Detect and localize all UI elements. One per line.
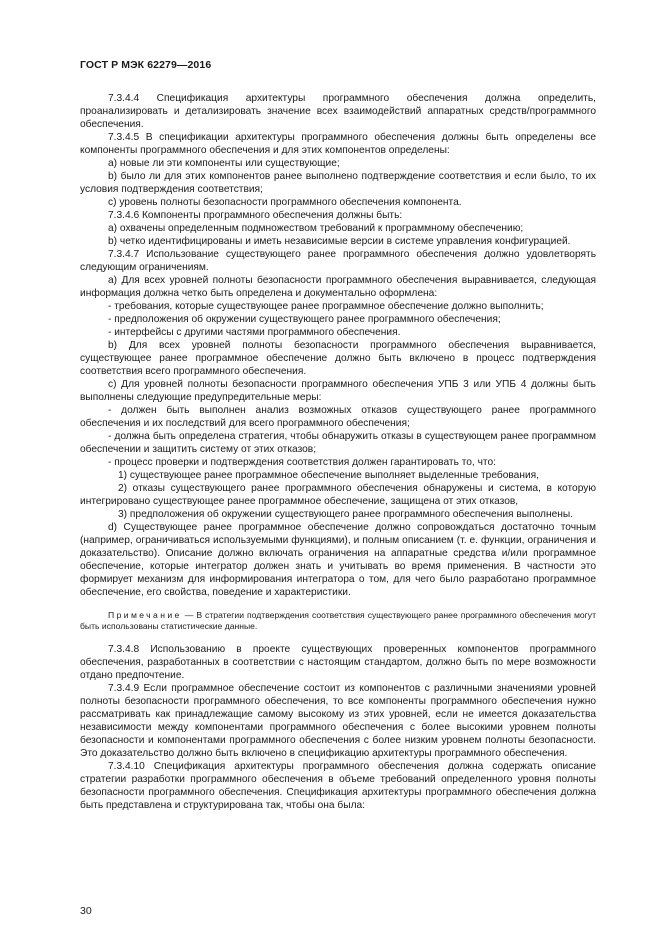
paragraph: 7.3.4.8 Использованию в проекте существующих проверенных компонентов программного обеспечения, разработанных в соответствии с настоящим стандартом, должно быть по мере возможности отдано предпочтение. (80, 644, 596, 681)
note-label: Примечание (108, 610, 182, 620)
page-number: 30 (80, 905, 92, 917)
paragraph: 7.3.4.4 Спецификация архитектуры программного обеспечения должна определить, проанализировать и детализировать значение всех взаимодействий аппаратных средств/программного обеспечения. (80, 93, 596, 130)
list-item: a) Для всех уровней полноты безопасности программного обеспечения выравнивается, следующая информация должна четко быть определена и документально оформлена: (80, 275, 596, 299)
note (80, 610, 596, 632)
note-text: — В стратегии подтверждения соответствия существующего ранее программного обеспечения могут быть использованы статистические данные. (80, 610, 597, 631)
list-item: b) четко идентифицированы и иметь независимые версии в системе управления конфигурацией. (108, 236, 571, 247)
paragraph: 7.3.4.5 В спецификации архитектуры программного обеспечения должны быть определены все компоненты программного обеспечения и для этих компонентов определены: (80, 132, 596, 156)
document-header: ГОСТ Р МЭК 62279—2016 (80, 59, 212, 71)
paragraph: 7.3.4.7 Использование существующего ранее программного обеспечения должно удовлетворять следующим ограничениям. (80, 249, 596, 273)
paragraph: 7.3.4.9 Если программное обеспечение состоит из компонентов с различными значениями уровней полноты безопасности программного обеспечения, то все компоненты программного обеспечения нужно рассматривать как принадлежащие самому высокому из этих уровней, если не имеется доказательства независимости между компонентами программного обеспечения с более высокими уровнем полноты безопасности и компонентами программного обеспечения с более низким уровнем полноты безопасности. Это доказательство должно быть включено в спецификацию архитектуры программного обеспечения. (80, 683, 596, 759)
paragraph: 7.3.4.6 Компоненты программного обеспечения должны быть: (108, 210, 403, 221)
list-item: b) было ли для этих компонентов ранее выполнено подтверждение соответствия и если было, то их условия подтверждения соответствия; (80, 171, 596, 195)
numbered-item: 1) существующее ранее программное обеспечение выполняет выделенные требования, (118, 470, 540, 481)
list-item: b) Для всех уровней полноты безопасности программного обеспечения выравнивается, существующее ранее программное обеспечение должно быть включено в процесс подтверждения соответствия всего программного обеспечения. (80, 340, 596, 377)
dash-item: - требования, которые существующее ранее программное обеспечение должно выполнить; (108, 301, 544, 312)
list-item: c) Для уровней полноты безопасности программного обеспечения УПБ 3 или УПБ 4 должны быть выполнены следующие предупредительные меры: (80, 379, 596, 403)
dash-item: - интерфейсы с другими частями программного обеспечения. (108, 327, 401, 338)
dash-item: - предположения об окружении существующего ранее программного обеспечения; (108, 314, 501, 325)
dash-item: - должна быть определена стратегия, чтобы обнаружить отказы в существующем ранее программном обеспечении и защитить систему от этих отказов; (80, 431, 596, 455)
list-item: a) охвачены определенным подмножеством требований к программному обеспечению; (108, 223, 524, 234)
paragraph: 7.3.4.10 Спецификация архитектуры программного обеспечения должна содержать описание стратегии разработки программного обеспечения в объеме требований определенного уровня полноты безопасности программного обеспечения. Спецификация архитектуры программного обеспечения должна быть представлена и структурирована так, чтобы она была: (80, 761, 596, 811)
numbered-item: 3) предположения об окружении существующего ранее программного обеспечения выполнены. (118, 509, 574, 520)
numbered-item: 2) отказы существующего ранее программного обеспечения обнаружены и система, в которую интегрировано существующее ранее программное обеспечение, защищена от этих отказов, (80, 483, 596, 507)
list-item: a) новые ли эти компоненты или существующие; (108, 158, 340, 169)
document-body (80, 92, 596, 812)
dash-item: - должен быть выполнен анализ возможных отказов существующего ранее программного обеспечения и их последствий для всего программного обеспечения; (80, 405, 596, 429)
dash-item: - процесс проверки и подтверждения соответствия должен гарантировать то, что: (108, 457, 496, 468)
list-item: d) Существующее ранее программное обеспечение должно сопровождаться достаточно точным (например, ограничиваться используемыми функциями), и полным описанием (т. е. функции, ограничения и доказательство). Описание должно включать ограничения на аппаратные средства и/или программное обеспечение, которые интегратор должен знать и учитывать во время применения. В частности это формирует механизм для информирования интегратора о том, для чего было разработано программное обеспечение, его свойства, поведение и характеристики. (80, 522, 596, 598)
list-item: c) уровень полноты безопасности программного обеспечения компонента. (108, 197, 462, 208)
